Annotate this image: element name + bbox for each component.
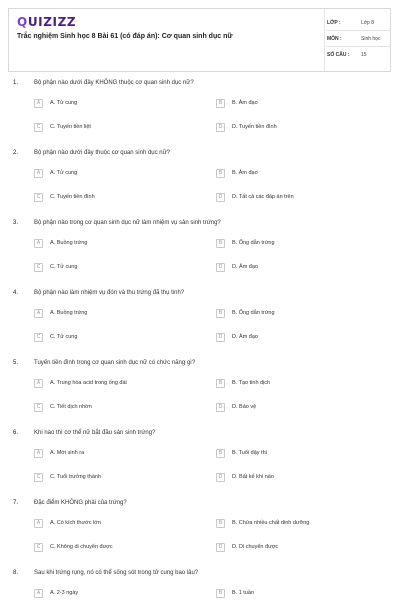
option-text: B. Tuổi dậy thì [232, 450, 268, 456]
option-d[interactable] [216, 472, 274, 482]
worksheet-title: Trắc nghiệm Sinh học 8 Bài 61 (có đáp án): Cơ quan sinh dục nữ [17, 33, 233, 40]
option-text: A. Trung hòa acid trong ống đái [50, 380, 127, 386]
question-text: Bộ phận nào dưới đây thuộc cơ quan sinh dục nữ? [34, 150, 170, 156]
meta-row-subject [327, 31, 391, 47]
option-text: D. Âm đạo [232, 334, 258, 340]
option-d[interactable] [216, 262, 258, 272]
option-letter-box: A [34, 169, 43, 178]
option-text: C. Không di chuyển được [50, 544, 113, 550]
option-b[interactable] [216, 98, 258, 108]
question-text: Đặc điểm KHÔNG phải của trứng? [34, 500, 127, 506]
option-letter-box: D [216, 123, 225, 132]
option-letter-box: B [216, 169, 225, 178]
option-letter-box: C [34, 473, 43, 482]
option-a[interactable] [34, 98, 77, 108]
option-letter-box: D [216, 193, 225, 202]
option-d[interactable] [216, 122, 277, 132]
question-number: 1. [13, 80, 19, 86]
quizizz-logo: QUIZIZZ [17, 15, 77, 29]
meta-label: MÔN : [327, 35, 342, 42]
option-letter-box: C [34, 263, 43, 272]
option-c[interactable] [34, 542, 113, 552]
header-divider [324, 9, 325, 71]
question-text: Bộ phận nào làm nhiệm vụ đón và thu trứng đã thụ tinh? [34, 290, 185, 296]
option-text: C. Tuyến tiền liệt [50, 124, 91, 130]
option-text: D. Bảo vệ [232, 404, 257, 410]
option-letter-box: D [216, 543, 225, 552]
option-letter-box: C [34, 333, 43, 342]
option-text: B. 1 tuần [232, 590, 255, 596]
option-c[interactable] [34, 262, 77, 272]
worksheet-meta [327, 15, 391, 62]
option-text: A. 2-3 ngày [50, 590, 79, 596]
option-d[interactable] [216, 402, 256, 412]
option-text: A. Có kích thước lớn [50, 520, 101, 526]
option-a[interactable] [34, 588, 78, 598]
option-text: B. Chứa nhiều chất dinh dưỡng [232, 520, 310, 526]
option-text: A. Buồng trứng [50, 310, 88, 316]
question-text: Bộ phận nào dưới đây KHÔNG thuộc cơ quan sinh dục nữ? [34, 80, 194, 86]
option-c[interactable] [34, 472, 101, 482]
option-c[interactable] [34, 332, 77, 342]
question-number: 6. [13, 430, 19, 436]
option-text: D. Âm đạo [232, 264, 258, 270]
question-number: 3. [13, 220, 19, 226]
option-letter-box: D [216, 403, 225, 412]
option-text: D. Tuyến tiền đình [232, 124, 277, 130]
question-text: Khi nào thì cơ thể nữ bắt đầu sản sinh trứng? [34, 430, 156, 436]
option-text: A. Buồng trứng [50, 240, 88, 246]
meta-row-count [327, 47, 391, 62]
option-text: A. Tử cung [50, 170, 78, 176]
option-letter-box: B [216, 449, 225, 458]
meta-value: 15 [361, 51, 367, 58]
option-text: D. Di chuyển được [232, 544, 279, 550]
option-letter-box: D [216, 473, 225, 482]
option-c[interactable] [34, 192, 95, 202]
question-text: Bộ phận nào trong cơ quan sinh dục nữ làm nhiệm vụ sản sinh trứng? [34, 220, 221, 226]
option-letter-box: B [216, 99, 225, 108]
option-text: B. Âm đạo [232, 170, 258, 176]
option-text: B. Tạo tinh dịch [232, 380, 271, 386]
option-b[interactable] [216, 168, 258, 178]
meta-label: SỐ CÂU : [327, 51, 350, 58]
question-number: 2. [13, 150, 19, 156]
option-text: B. Âm đạo [232, 100, 258, 106]
option-text: C. Tuyến tiền đình [50, 194, 95, 200]
option-b[interactable] [216, 238, 275, 248]
option-letter-box: D [216, 263, 225, 272]
option-text: C. Tiết dịch nhờn [50, 404, 92, 410]
option-d[interactable] [216, 542, 278, 552]
option-text: D. Bất kể khi nào [232, 474, 274, 480]
option-letter-box: A [34, 519, 43, 528]
option-text: C. Tuổi trưởng thành [50, 474, 102, 480]
option-letter-box: A [34, 239, 43, 248]
option-letter-box: A [34, 449, 43, 458]
option-b[interactable] [216, 378, 270, 388]
option-letter-box: A [34, 99, 43, 108]
question-text: Sau khi trứng rụng, nó có thể sống sót trong tử cung bao lâu? [34, 570, 199, 576]
option-letter-box: B [216, 239, 225, 248]
option-d[interactable] [216, 332, 258, 342]
question-number: 7. [13, 500, 19, 506]
option-a[interactable] [34, 448, 84, 458]
option-a[interactable] [34, 168, 77, 178]
meta-row-class [327, 15, 391, 31]
option-b[interactable] [216, 308, 275, 318]
option-c[interactable] [34, 122, 91, 132]
option-letter-box: B [216, 519, 225, 528]
option-a[interactable] [34, 238, 87, 248]
option-a[interactable] [34, 378, 127, 388]
option-letter-box: C [34, 193, 43, 202]
option-text: B. Ống dẫn trứng [232, 240, 275, 246]
question-number: 4. [13, 290, 19, 296]
option-d[interactable] [216, 192, 294, 202]
option-letter-box: A [34, 309, 43, 318]
option-b[interactable] [216, 588, 254, 598]
option-b[interactable] [216, 518, 309, 528]
question-text: Tuyến tiền đình trong cơ quan sinh dục nữ có chức năng gì? [34, 360, 196, 366]
option-letter-box: D [216, 333, 225, 342]
worksheet-header [8, 8, 391, 72]
meta-value: Sinh học [361, 35, 381, 42]
option-letter-box: B [216, 589, 225, 598]
option-letter-box: C [34, 123, 43, 132]
option-text: B. Ống dẫn trứng [232, 310, 275, 316]
option-letter-box: C [34, 403, 43, 412]
option-text: C. Tử cung [50, 334, 78, 340]
option-letter-box: A [34, 589, 43, 598]
option-a[interactable] [34, 518, 101, 528]
option-letter-box: C [34, 543, 43, 552]
option-letter-box: B [216, 379, 225, 388]
meta-value: Lớp 8 [361, 19, 375, 26]
question-number: 8. [13, 570, 19, 576]
question-number: 5. [13, 360, 19, 366]
option-text: A. Tử cung [50, 100, 78, 106]
option-text: C. Tử cung [50, 264, 78, 270]
option-c[interactable] [34, 402, 92, 412]
option-b[interactable] [216, 448, 267, 458]
option-a[interactable] [34, 308, 87, 318]
option-text: A. Mới sinh ra [50, 450, 85, 456]
option-letter-box: A [34, 379, 43, 388]
option-letter-box: B [216, 309, 225, 318]
option-text: D. Tất cả các đáp án trên [232, 194, 294, 200]
meta-label: LỚP : [327, 19, 341, 26]
